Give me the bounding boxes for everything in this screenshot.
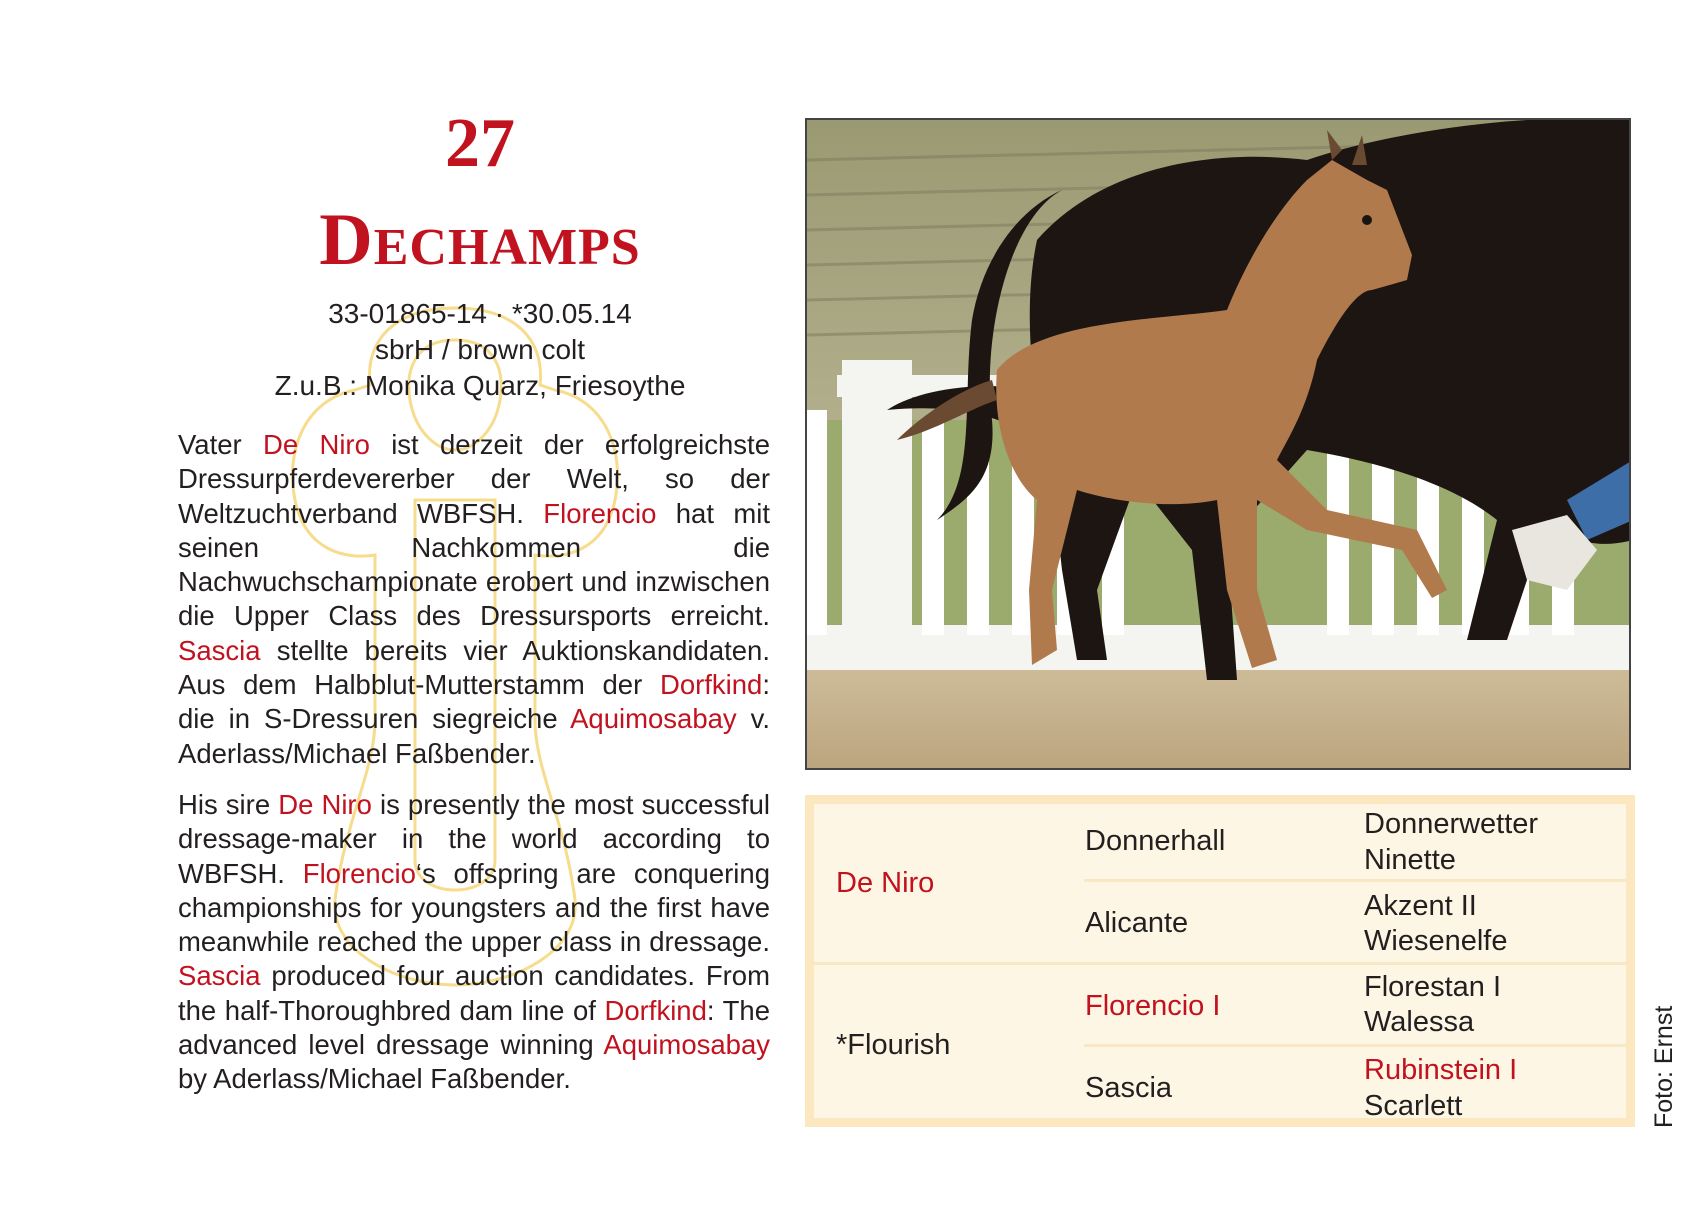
horse-details [180, 296, 780, 404]
pedigree-dam-sire: Florencio I [1085, 990, 1221, 1022]
pedigree-g3-8: Scarlett [1364, 1090, 1463, 1122]
text-segment: His sire [178, 789, 279, 820]
pedigree-sire: De Niro [836, 867, 935, 899]
color-and-sex: sbrH / brown colt [374, 334, 586, 365]
text-segment: ist derzeit der erfolgreichste Dressurpferdevererber der Welt, so der Weltzuchtverband WBFSH. [178, 429, 770, 529]
dam-line-name: Dorfkind [604, 994, 707, 1026]
pedigree-dam: *Flourish [836, 1029, 951, 1061]
breeder-owner: Z.u.B.: Monika Quarz, Friesoythe [274, 370, 686, 401]
pedigree-g3-2: Ninette [1364, 844, 1456, 876]
row-divider-minor [1084, 879, 1626, 882]
pedigree-table [805, 795, 1635, 1127]
dam-sire-name: Florencio [543, 497, 657, 529]
description-english [178, 788, 770, 1097]
pedigree-g3-3: Akzent II [1364, 890, 1477, 922]
row-divider-minor [1084, 1044, 1626, 1047]
dam-name: Sascia [178, 634, 261, 666]
dam-sire-name: Florencio [302, 857, 416, 889]
text-segment: produced four auction candidates. From the half-Thoroughbred dam line of [178, 960, 770, 1026]
foal-and-mare-illustration [807, 120, 1631, 770]
text-segment: ‘s offspring are conquering championships for youngsters and the first have meanwhile reached the upper class in dressage. [178, 857, 770, 958]
pedigree-g3-1: Donnerwetter [1364, 808, 1539, 840]
pedigree-sire-sire: Donnerhall [1085, 825, 1226, 857]
pedigree-g3-6: Walessa [1364, 1006, 1475, 1038]
pedigree-g3-4: Wiesenelfe [1364, 925, 1508, 957]
dam-line-name: Dorfkind [659, 669, 763, 701]
text-segment: is presently the most successful dressage-maker in the world according to WBFSH. [178, 789, 770, 889]
pedigree-g3-5: Florestan I [1364, 971, 1501, 1003]
sire-name: De Niro [263, 429, 370, 460]
text-segment: : die in S-Dressuren siegreiche [178, 669, 770, 735]
text-segment: stellte bereits vier Auktionskandidaten. Aus dem Halbblut-Mutterstamm der [178, 634, 770, 701]
text-segment: hat mit seinen Nachkommen die Nachwuchschampionate erobert und inzwischen die Upper Class des Dressursports erreicht. [178, 497, 770, 632]
text-segment: by Aderlass/Michael Faßbender. [178, 1063, 571, 1095]
horse-name: Dechamps [319, 199, 641, 281]
dam-name: Sascia [178, 960, 261, 992]
relative-name: Aquimosabay [603, 1029, 770, 1061]
pedigree-g3-7: Rubinstein I [1364, 1054, 1518, 1086]
pedigree-inner [814, 804, 1626, 1122]
pedigree-dam-dam: Sascia [1085, 1072, 1173, 1104]
text-segment: Vater [178, 429, 263, 460]
description-german [178, 428, 770, 771]
photo-credit: Foto: Ernst [1650, 1005, 1678, 1128]
row-divider-major [814, 962, 1626, 965]
text-segment: v. Aderlass/Michael Faßbender. [178, 703, 770, 769]
foal-photo [805, 118, 1631, 770]
relative-name: Aquimosabay [570, 703, 737, 735]
sire-name: De Niro [278, 789, 372, 820]
text-segment: : The advanced level dressage winning [178, 994, 770, 1061]
pedigree-sire-dam: Alicante [1085, 907, 1189, 939]
registration-and-birthdate: 33-01865-14 · *30.05.14 [328, 298, 632, 329]
lot-number: 27 [445, 105, 515, 182]
